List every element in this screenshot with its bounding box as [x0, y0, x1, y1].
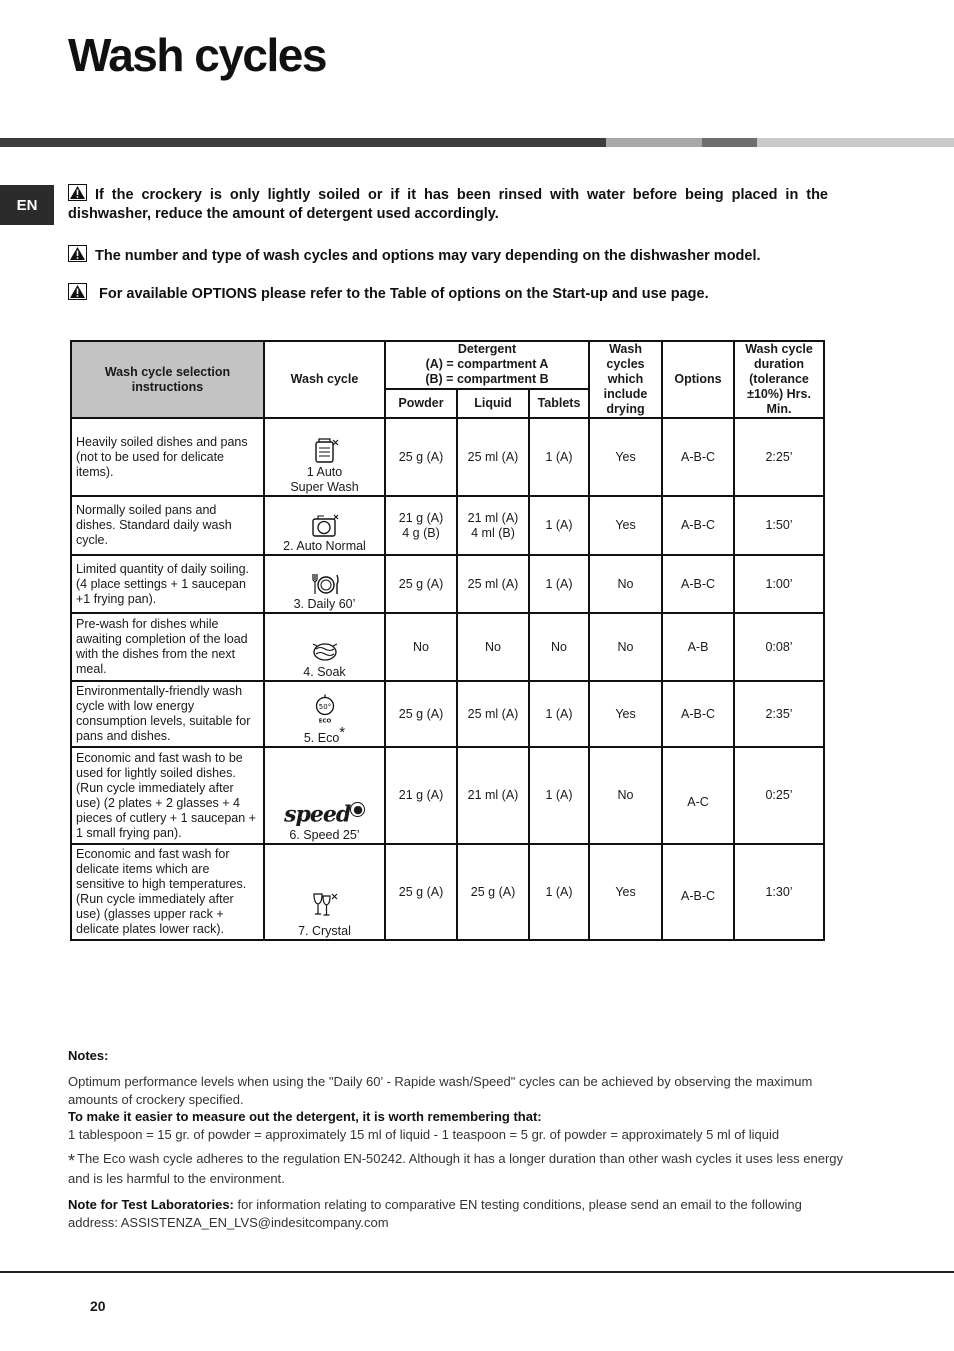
table-row [71, 555, 824, 613]
row-tablets: No [529, 613, 589, 681]
row-powder [385, 496, 457, 555]
cycle-name: 7. Crystal [298, 924, 351, 938]
liquid-a: 21 ml (A) [467, 510, 519, 525]
header-tablets: Tablets [529, 389, 589, 418]
row-wash-cycle [264, 613, 385, 681]
cycle-name: 4. Soak [303, 665, 346, 679]
auto-super-wash-icon [310, 438, 340, 464]
header-detergent [385, 341, 589, 389]
row-liquid: 25 g (A) [457, 844, 529, 940]
warning-text: For available OPTIONS please refer to the Table of options on the Start-up and use page. [99, 286, 709, 302]
row-options: A-B [662, 613, 734, 681]
cycle-name: 3. Daily 60’ [293, 597, 356, 611]
speed-logo-text: speed [284, 801, 351, 827]
row-drying: No [589, 747, 662, 844]
table-row [71, 844, 824, 940]
header-options: Options [662, 341, 734, 418]
eco-icon-temperature: 50° [318, 702, 331, 711]
row-tablets: 1 (A) [529, 844, 589, 940]
liquid-b: 4 ml (B) [471, 525, 515, 540]
row-powder: 25 g (A) [385, 844, 457, 940]
row-drying: Yes [589, 844, 662, 940]
warning-text: The number and type of wash cycles and options may vary depending on the dishwasher model. [95, 248, 761, 264]
row-liquid: 25 ml (A) [457, 418, 529, 496]
header-stripe-pale [757, 138, 954, 147]
speed-logo-icon [269, 801, 380, 827]
notes-heading: Notes: [68, 1048, 109, 1063]
row-instructions: Pre-wash for dishes while awaiting completion of the load with the dishes from the next meal. [71, 613, 264, 681]
warning-icon [68, 184, 87, 201]
auto-normal-icon [310, 514, 340, 538]
row-drying: No [589, 555, 662, 613]
cycle-name: 6. Speed 25’ [289, 828, 360, 842]
row-tablets: 1 (A) [529, 681, 589, 747]
notes-optimum: Optimum performance levels when using the "Daily 60’ - Rapide wash/Speed" cycles can be achieved by observing the maximum amounts of crockery specified. [68, 1074, 813, 1107]
table-row [71, 613, 824, 681]
test-labs-label: Note for Test Laboratories: [68, 1197, 234, 1212]
row-wash-cycle [264, 747, 385, 844]
row-wash-cycle [264, 555, 385, 613]
header-stripe-dark [0, 138, 606, 147]
row-tablets: 1 (A) [529, 418, 589, 496]
row-drying: No [589, 613, 662, 681]
row-tablets: 1 (A) [529, 496, 589, 555]
row-liquid: 25 ml (A) [457, 555, 529, 613]
row-duration: 2:35’ [734, 681, 824, 747]
row-powder: No [385, 613, 457, 681]
page-title: Wash cycles [68, 29, 326, 81]
row-duration: 0:08’ [734, 613, 824, 681]
row-liquid: 25 ml (A) [457, 681, 529, 747]
row-liquid: No [457, 613, 529, 681]
warning-icon [68, 245, 87, 262]
row-liquid [457, 496, 529, 555]
cycle-name-line2: Super Wash [290, 480, 359, 494]
row-duration: 1:30’ [734, 844, 824, 940]
row-powder: 25 g (A) [385, 681, 457, 747]
row-options: A-C [662, 747, 734, 844]
header-selection-instructions: Wash cycle selection instructions [71, 341, 264, 418]
row-instructions: Economic and fast wash to be used for lightly soiled dishes. (Run cycle immediately after use) (2 plates + 2 glasses + 4 pieces of cutlery + 1 saucepan + 1 small frying pan). [71, 747, 264, 844]
row-powder: 25 g (A) [385, 555, 457, 613]
eco-icon [310, 694, 340, 724]
powder-b: 4 g (B) [402, 525, 440, 540]
row-instructions: Heavily soiled dishes and pans (not to be used for delicate items). [71, 418, 264, 496]
header-stripe-light [606, 138, 702, 147]
header-liquid: Liquid [457, 389, 529, 418]
row-tablets: 1 (A) [529, 747, 589, 844]
row-wash-cycle [264, 844, 385, 940]
row-instructions: Normally soiled pans and dishes. Standard daily wash cycle. [71, 496, 264, 555]
row-instructions: Environmentally-friendly wash cycle with low energy consumption levels, suitable for pans and dishes. [71, 681, 264, 747]
row-instructions: Economic and fast wash for delicate items which are sensitive to high temperatures. (Run cycle immediately after use) (glasses upper rack + delicate plates lower rack). [71, 844, 264, 940]
eco-icon-caption: ECO [318, 718, 331, 724]
header-detergent-b: (B) = compartment B [425, 372, 549, 387]
warning-options [68, 283, 843, 304]
page-number: 20 [90, 1298, 106, 1314]
row-options: A-B-C [662, 418, 734, 496]
row-duration: 2:25’ [734, 418, 824, 496]
row-wash-cycle [264, 496, 385, 555]
crystal-glasses-icon [310, 892, 340, 918]
row-options: A-B-C [662, 496, 734, 555]
warning-model-variation [68, 245, 843, 266]
row-wash-cycle [264, 418, 385, 496]
row-options: A-B-C [662, 681, 734, 747]
table-row [71, 681, 824, 747]
cycle-name: 2. Auto Normal [283, 539, 366, 553]
notes-eco [68, 1150, 853, 1188]
header-stripe-mid [702, 138, 757, 147]
header-duration: Wash cycle duration (tolerance ±10%) Hrs. Min. [734, 341, 824, 418]
row-instructions: Limited quantity of daily soiling. (4 place settings + 1 saucepan +1 frying pan). [71, 555, 264, 613]
daily-plate-icon [309, 572, 341, 596]
table-row [71, 496, 824, 555]
warning-text: If the crockery is only lightly soiled or if it has been rinsed with water before being placed in the dishwasher, reduce the amount of detergent used accordingly. [68, 187, 828, 222]
cycle-name [269, 725, 380, 746]
notes-measure-heading: To make it easier to measure out the detergent, it is worth remembering that: [68, 1109, 542, 1124]
row-powder: 25 g (A) [385, 418, 457, 496]
header-drying: Wash cycles which include drying [589, 341, 662, 418]
language-tab: EN [0, 185, 54, 225]
row-drying: Yes [589, 496, 662, 555]
header-powder: Powder [385, 389, 457, 418]
header-detergent-title: Detergent [457, 342, 517, 357]
row-duration: 1:00’ [734, 555, 824, 613]
header-wash-cycle: Wash cycle [264, 341, 385, 418]
warning-icon [68, 283, 87, 300]
row-drying: Yes [589, 418, 662, 496]
eco-footnote-star: * [339, 723, 346, 741]
header-detergent-a: (A) = compartment A [425, 357, 549, 372]
warning-lightly-soiled [68, 184, 828, 224]
row-drying: Yes [589, 681, 662, 747]
notes-measure [68, 1108, 853, 1144]
cycle-name-text: 5. Eco [303, 731, 340, 745]
wash-cycles-table [70, 340, 825, 941]
table-row [71, 418, 824, 496]
eco-note-star: * [68, 1151, 76, 1171]
row-powder: 21 g (A) [385, 747, 457, 844]
row-wash-cycle [264, 681, 385, 747]
row-duration: 1:50’ [734, 496, 824, 555]
test-labs-text: for information relating to comparative EN testing conditions, please send an email to the following address: ASSISTENZA_EN_LVS@indesitcompany.com [68, 1197, 802, 1230]
cycle-name: 1 Auto [306, 465, 343, 479]
soak-icon [310, 640, 340, 664]
speed-logo-mark: ● [350, 802, 365, 817]
eco-note-text: The Eco wash cycle adheres to the regulation EN-50242. Although it has a longer duration than other wash cycles it uses less energy and is les harmful to the environment. [68, 1151, 844, 1186]
notes-test-labs [68, 1196, 853, 1232]
row-options: A-B-C [662, 555, 734, 613]
row-duration: 0:25’ [734, 747, 824, 844]
table-row [71, 747, 824, 844]
row-liquid: 21 ml (A) [457, 747, 529, 844]
row-options: A-B-C [662, 844, 734, 940]
notes-measure-text: 1 tablespoon = 15 gr. of powder = approximately 15 ml of liquid - 1 teaspoon = 5 gr. of powder = approximately 5 ml of liquid [68, 1127, 780, 1142]
row-tablets: 1 (A) [529, 555, 589, 613]
footer-rule [0, 1271, 954, 1273]
powder-a: 21 g (A) [398, 510, 444, 525]
